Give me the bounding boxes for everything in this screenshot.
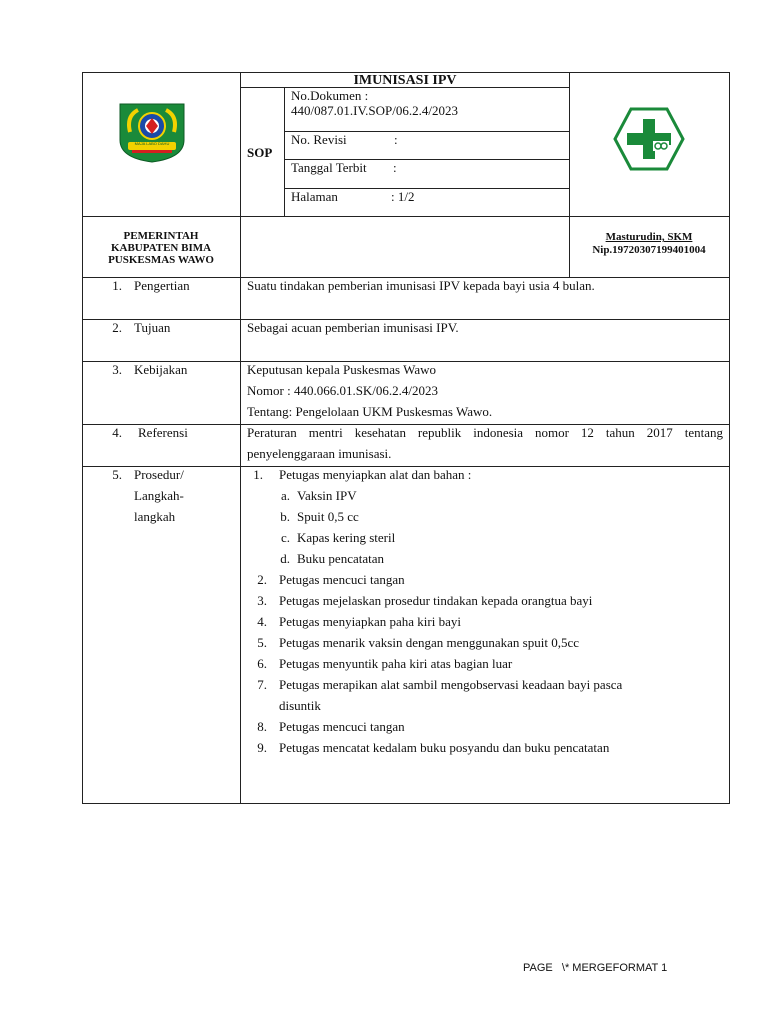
page-value: : 1/2	[391, 189, 415, 204]
sub-item-number: d.	[280, 551, 290, 566]
step-number: 5.	[257, 635, 267, 650]
step-text: Petugas mencuci tangan	[279, 572, 405, 587]
step-text: Petugas menyiapkan alat dan bahan :	[279, 467, 472, 482]
table-border-bottom	[82, 803, 730, 804]
tujuan-number: 2.	[112, 320, 122, 335]
sub-item-text: Buku pencatatan	[297, 551, 384, 566]
step-number: 9.	[257, 740, 267, 755]
tujuan-label: Tujuan	[134, 320, 171, 335]
kebijakan-number: 3.	[112, 362, 122, 377]
sub-item-number: b.	[280, 509, 290, 524]
sop-col-divider	[284, 87, 285, 217]
step-number: 2.	[257, 572, 267, 587]
step-number: 8.	[257, 719, 267, 734]
institution-line-2: KABUPATEN BIMA	[110, 242, 212, 254]
sub-item-text: Spuit 0,5 cc	[297, 509, 359, 524]
kebijakan-line-2: Nomor : 440.066.01.SK/06.2.4/2023	[247, 383, 439, 398]
step-number: 3.	[257, 593, 267, 608]
bima-emblem-icon	[116, 102, 188, 164]
kebijakan-line-1: Keputusan kepala Puskesmas Wawo	[247, 362, 436, 377]
doc-no-label: No.Dokumen :	[291, 88, 369, 103]
step-number: 1.	[253, 467, 263, 482]
document-title: IMUNISASI IPV	[353, 73, 457, 88]
kebijakan-line-3: Tentang: Pengelolaan UKM Puskesmas Wawo.	[247, 404, 493, 419]
table-border-right	[729, 72, 730, 804]
step-text: Petugas merapikan alat sambil mengobservasi keadaan bayi pasca	[279, 677, 623, 692]
signatory-nip: Nip.19720307199401004	[592, 244, 706, 256]
sub-item-text: Vaksin IPV	[297, 488, 357, 503]
doc-no-value: 440/087.01.IV.SOP/06.2.4/2023	[291, 103, 458, 118]
tujuan-text: Sebagai acuan pemberian imunisasi IPV.	[247, 320, 459, 335]
page-label: Halaman	[291, 189, 338, 204]
sub-item-text: Kapas kering steril	[297, 530, 396, 545]
step-number: 7.	[257, 677, 267, 692]
referensi-label: Referensi	[138, 425, 188, 440]
step-text-continued: disuntik	[279, 698, 321, 713]
prosedur-label-2: Langkah-	[134, 488, 184, 503]
puskesmas-logo-icon	[613, 107, 685, 171]
step-text: Petugas mencatat kedalam buku posyandu dan buku pencatatan	[279, 740, 610, 755]
institution-line-1: PEMERINTAH	[123, 230, 199, 242]
step-number: 4.	[257, 614, 267, 629]
kebijakan-label: Kebijakan	[134, 362, 188, 377]
issue-date-sep: :	[393, 160, 397, 175]
pengertian-text: Suatu tindakan pemberian imunisasi IPV kepada bayi usia 4 bulan.	[247, 278, 595, 293]
sop-label: SOP	[247, 145, 273, 160]
referensi-line-1: Peraturan mentri kesehatan republik indonesia nomor 12 tahun 2017 tentang	[247, 425, 723, 440]
table-col-divider	[240, 72, 241, 804]
sub-item-number: c.	[280, 530, 290, 545]
page-footer: PAGE \* MERGEFORMAT 1	[523, 962, 668, 974]
revision-label: No. Revisi	[291, 132, 347, 147]
step-text: Petugas menarik vaksin dengan menggunakan spuit 0,5cc	[279, 635, 580, 650]
table-border-left	[82, 72, 83, 804]
step-text: Petugas menyiapkan paha kiri bayi	[279, 614, 461, 629]
signatory-name: Masturudin, SKM	[605, 231, 693, 243]
sub-item-number: a.	[280, 488, 290, 503]
header-block-border	[82, 216, 730, 217]
referensi-line-2: penyelenggaraan imunisasi.	[247, 446, 392, 461]
revision-sep: :	[394, 132, 398, 147]
prosedur-label-1: Prosedur/	[134, 467, 184, 482]
institution-line-3: PUSKESMAS WAWO	[108, 254, 214, 266]
step-text: Petugas mejelaskan prosedur tindakan kepada orangtua bayi	[279, 593, 593, 608]
pengertian-label: Pengertian	[134, 278, 190, 293]
prosedur-number: 5.	[112, 467, 122, 482]
prosedur-label-3: langkah	[134, 509, 176, 524]
step-text: Petugas mencuci tangan	[279, 719, 405, 734]
step-number: 6.	[257, 656, 267, 671]
pengertian-number: 1.	[112, 278, 122, 293]
emblem-ribbon-text: MAJA LABO DAHU	[134, 141, 170, 146]
referensi-number: 4.	[112, 425, 122, 440]
step-text: Petugas menyuntik paha kiri atas bagian luar	[279, 656, 513, 671]
issue-date-label: Tanggal Terbit	[291, 160, 367, 175]
